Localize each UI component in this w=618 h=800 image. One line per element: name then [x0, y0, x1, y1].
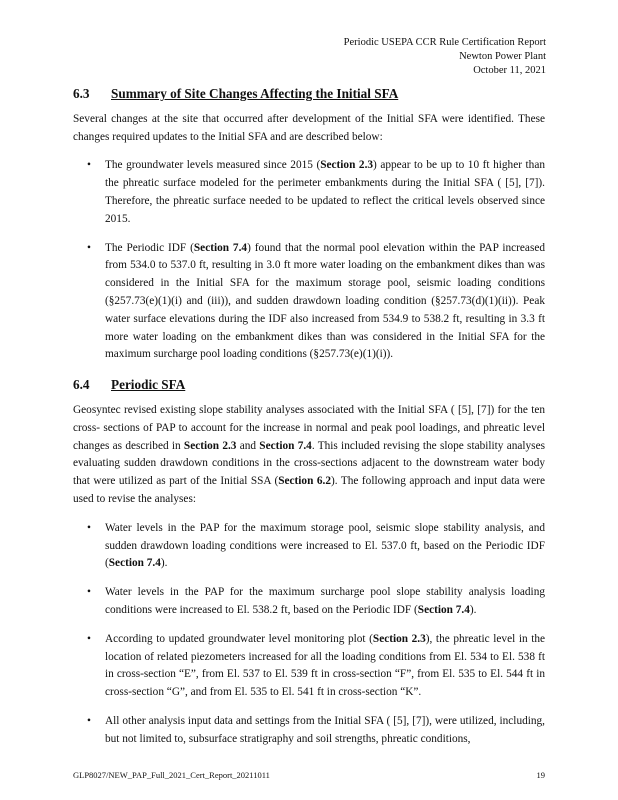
text-run: Geosyntec revised existing slope stability analyses associated with the Initial SFA ( [5], [7]) for the ten cross- sections of PAP to account for the increase in normal and peak pool loadings, and phreatic level changes as described in: [73, 403, 545, 452]
section-reference: Section 2.3: [320, 159, 374, 172]
text-run: ). The following approach and input data were used to revise the analyses:: [73, 475, 545, 505]
section-reference: Section 7.4: [417, 603, 470, 616]
header-report-title: Periodic USEPA CCR Rule Certification Report: [343, 37, 546, 48]
section-heading-6-3: [73, 85, 545, 103]
page-number: 19: [536, 770, 545, 780]
text-run: According to updated groundwater level monitoring plot (: [105, 632, 373, 645]
text-run: Water levels in the PAP for the maximum storage pool, seismic slope stability analysis, and sudden drawdown loading conditions were increased to El. 537.0 ft, based on the Periodic IDF (: [105, 521, 545, 570]
header-plant-name: Newton Power Plant: [459, 51, 546, 62]
bullet-icon: •: [87, 586, 91, 599]
section-reference: Section 6.2: [278, 475, 331, 488]
list-item: [73, 240, 545, 365]
text-run: ) appear to be up to 10 ft higher than the phreatic surface modeled for the perimeter embankments during the Initial SFA ( [5], [7]). Therefore, the phreatic surface needed to be updated to reflect the critical levels observed since 2015.: [105, 159, 545, 225]
text-run: . This included revising the slope stability analyses evaluating sudden drawdown conditions in the cross-sections adjacent to the downstream water body that were utilized as part of the Initial SSA (: [73, 439, 545, 488]
section-number: 6.3: [73, 86, 90, 101]
bullet-icon: •: [87, 714, 91, 727]
section-reference: Section 7.4: [108, 557, 161, 570]
list-item: [73, 713, 545, 749]
section-reference: Section 7.4: [193, 241, 248, 254]
section-6-4-intro: [73, 402, 545, 509]
text-run: ), the phreatic level in the location of related piezometers increased for all the loading conditions from El. 534 to El. 538 ft in cross-section “E”, from El. 537 to El. 539 ft in cross-section “F”, from El. 535 to El. 544 ft in cross-section “G”, and from El. 535 to El. 541 ft in cross-section “K”.: [105, 632, 545, 699]
document-body: [73, 85, 545, 749]
section-reference: Section 2.3: [183, 439, 237, 452]
header-date: October 11, 2021: [473, 65, 546, 76]
page-footer: [73, 770, 545, 780]
text-run: Water levels in the PAP for the maximum surcharge pool slope stability analysis loading conditions were increased to El. 538.2 ft, based on the Periodic IDF (: [105, 586, 545, 616]
text-run: ).: [469, 603, 477, 616]
section-6-3-intro: Several changes at the site that occurred after development of the Initial SFA were identified. These changes required updates to the Initial SFA and are described below:: [73, 112, 545, 143]
list-item: [73, 520, 545, 573]
text-run: All other analysis input data and settings from the Initial SFA ( [5], [7]), were utilized, including, but not limited to, subsurface stratigraphy and soil strengths, phreatic conditions,: [105, 714, 545, 745]
footer-document-id: GLP8027/NEW_PAP_Full_2021_Cert_Report_20211011: [73, 770, 270, 780]
list-item: [73, 584, 545, 620]
section-reference: Section 7.4: [259, 439, 312, 452]
section-6-4-bullet-list: [73, 520, 545, 749]
bullet-icon: •: [87, 159, 91, 172]
bullet-icon: •: [87, 632, 91, 645]
page-header: [344, 36, 546, 78]
text-run: and: [236, 439, 260, 452]
section-heading-6-4: [73, 376, 545, 394]
section-6-3-bullet-list: [73, 157, 545, 364]
text-run: ).: [160, 557, 168, 570]
section-title: Periodic SFA: [111, 377, 186, 393]
section-number: 6.4: [73, 377, 90, 393]
bullet-icon: •: [87, 521, 91, 534]
section-title: Summary of Site Changes Affecting the Initial SFA: [111, 86, 399, 101]
section-reference: Section 2.3: [372, 632, 426, 645]
text-run: The Periodic IDF (: [105, 241, 194, 254]
text-run: The groundwater levels measured since 2015 (: [105, 159, 321, 172]
list-item: [73, 631, 545, 702]
list-item: [73, 157, 545, 228]
bullet-icon: •: [87, 241, 91, 254]
text-run: ) found that the normal pool elevation within the PAP increased from 534.0 to 537.0 ft, resulting in 3.0 ft more water loading on the embankment dikes than was considered in the Initial SFA for the maximum storage pool, seismic loading conditions (§257.73(e)(1)(i) and (iii)), and sudden drawdown loading condition (§257.73(d)(1)(ii)). Peak water surface elevations during the IDF also increased from 534.9 to 538.2 ft, resulting in 3.3 ft more water loading on the embankment dikes than was considered in the Initial SFA for the maximum surcharge pool loading conditions (§257.73(e)(1)(i)).: [105, 241, 545, 361]
